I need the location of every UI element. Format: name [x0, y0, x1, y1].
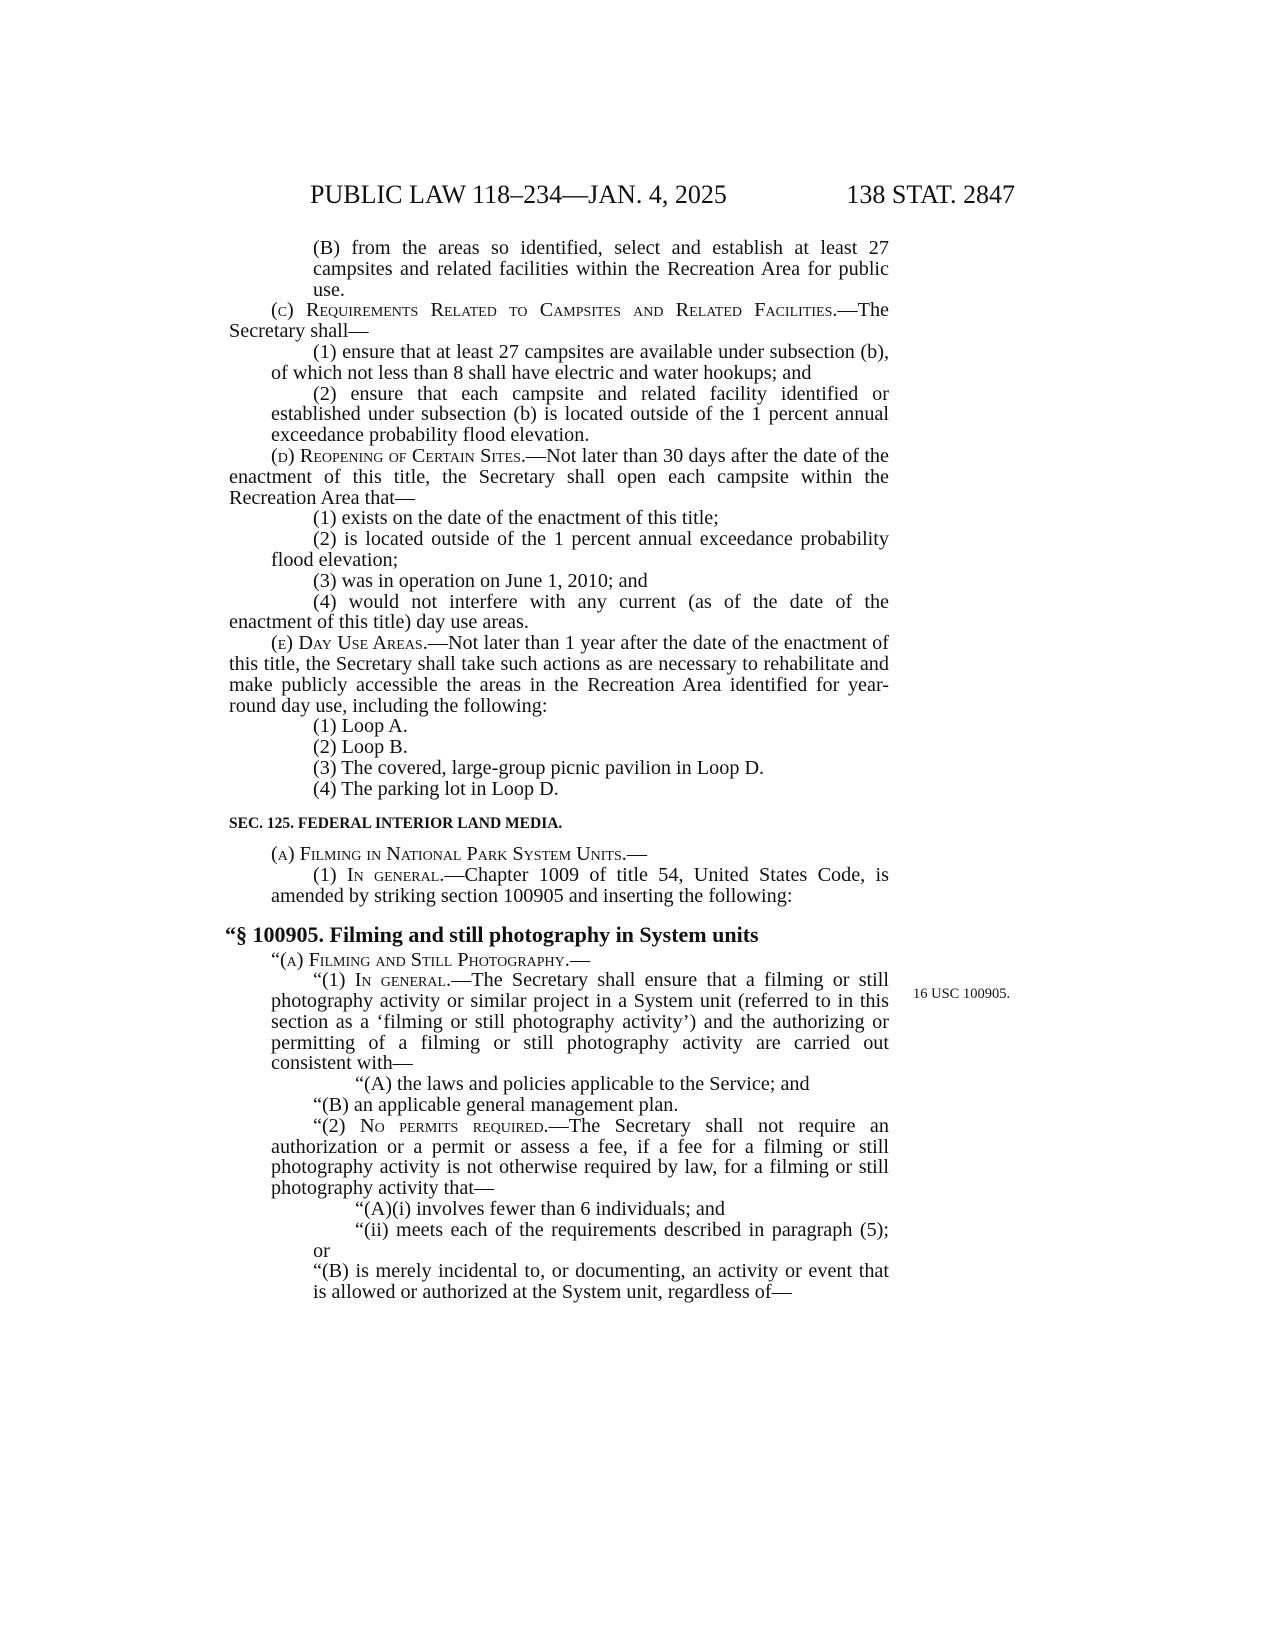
quoted-paragraph-2-heading: “(2) No permits required. [313, 1114, 549, 1137]
quoted-paragraph-1-B: “(B) an applicable general management plan. [313, 1094, 679, 1117]
quoted-paragraph-2-B: “(B) is merely incidental to, or documenting, an activity or event that is allowed or authorized at the System unit, regardless of— [313, 1260, 889, 1304]
document-body [225, 237, 889, 1304]
quoted-subsection-a-dash: — [569, 948, 591, 971]
quoted-subsection-a-heading: “(a) Filming and Still Photography. [271, 948, 570, 971]
subsection-c-2: (2) ensure that each campsite and related facility identified or established under subsection (b) is located outside of the 1 percent annual exceedance probability flood elevation. [271, 382, 889, 447]
quoted-paragraph-2-text: —The Secretary shall not require an authorization or a permit or assess a fee, if a fee for a filming or still photography activity is not otherwise required by law, for a filming or still photography activity that— [271, 1114, 889, 1200]
paragraph-b [229, 238, 889, 300]
subsection-a [229, 844, 889, 865]
quoted-paragraph-1 [229, 970, 889, 1074]
subsection-c-1: (1) ensure that at least 27 campsites are available under subsection (b), of which not less than 8 shall have electric and water hookups; and [271, 340, 889, 384]
subsection-c-heading: (c) Requirements Related to Campsites and Related Facilities. [271, 299, 838, 322]
subsection-e-1: (1) Loop A. [313, 715, 408, 738]
subsection-e-3: (3) The covered, large-group picnic pavilion in Loop D. [313, 756, 765, 779]
quoted-paragraph-2-ii: “(ii) meets each of the requirements described in paragraph (5); or [313, 1218, 889, 1262]
statute-page-number: 138 STAT. 2847 [846, 180, 1015, 209]
quoted-paragraph-1-text: —The Secretary shall ensure that a filming or still photography activity or similar project in a System unit (referred to in this section as a ‘filming or still photography activity’) and the authorizing or permitting of a filming or still photography activity are carried out consistent with— [271, 969, 889, 1075]
subsection-a-1-text: —Chapter 1009 of title 54, United States Code, is amended by striking section 100905 and inserting the following: [271, 864, 889, 907]
quoted-paragraph-2 [229, 1116, 889, 1199]
quoted-paragraph-2-A-i: “(A)(i) involves fewer than 6 individuals; and [355, 1198, 725, 1221]
running-header-title: PUBLIC LAW 118–234—JAN. 4, 2025 [310, 180, 727, 209]
subsection-d-text: —Not later than 30 days after the date of the enactment of this title, the Secretary shall open each campsite within the Recreation Area that— [229, 444, 889, 509]
subsection-d [229, 446, 889, 508]
subsection-a-1 [229, 865, 889, 907]
subsection-e-text: —Not later than 1 year after the date of the enactment of this title, the Secretary shall take such actions as are necessary to rehabilitate and make publicly accessible the areas in the Recreation Area identified for year-round day use, including the following: [229, 632, 889, 717]
subsection-a-dash: — [626, 843, 648, 866]
subsection-a-1-heading: (1) In general. [313, 864, 445, 887]
subsection-d-4: (4) would not interfere with any current (as of the date of the enactment of this title) day use areas. [229, 590, 889, 634]
subsection-d-heading: (d) Reopening of Certain Sites. [271, 444, 526, 467]
subsection-d-2: (2) is located outside of the 1 percent annual exceedance probability flood elevation; [271, 528, 889, 571]
subsection-c [229, 300, 889, 342]
subsection-d-1: (1) exists on the date of the enactment of this title; [313, 507, 719, 530]
subsection-e-4: (4) The parking lot in Loop D. [313, 777, 559, 800]
usc-margin-citation: 16 USC 100905. [913, 986, 1011, 1002]
quoted-paragraph-1-A: “(A) the laws and policies applicable to the Service; and [355, 1073, 810, 1096]
subsection-e-2: (2) Loop B. [313, 736, 408, 759]
subsection-a-heading: (a) Filming in National Park System Units. [271, 843, 627, 866]
subsection-d-3: (3) was in operation on June 1, 2010; and [313, 569, 648, 592]
subsection-c-text: —The Secretary shall— [229, 299, 889, 343]
section-125-heading: SEC. 125. FEDERAL INTERIOR LAND MEDIA. [229, 814, 563, 832]
paragraph-b-text: (B) from the areas so identified, select and establish at least 27 campsites and related facilities within the Recreation Area for public use. [313, 237, 889, 301]
subsection-e [229, 633, 889, 716]
quoted-paragraph-1-heading: “(1) In general. [313, 969, 452, 992]
subsection-e-heading: (e) Day Use Areas. [271, 632, 428, 655]
quoted-subsection-a [229, 950, 889, 971]
codified-section-title: “§ 100905. Filming and still photography in System units [225, 921, 759, 947]
